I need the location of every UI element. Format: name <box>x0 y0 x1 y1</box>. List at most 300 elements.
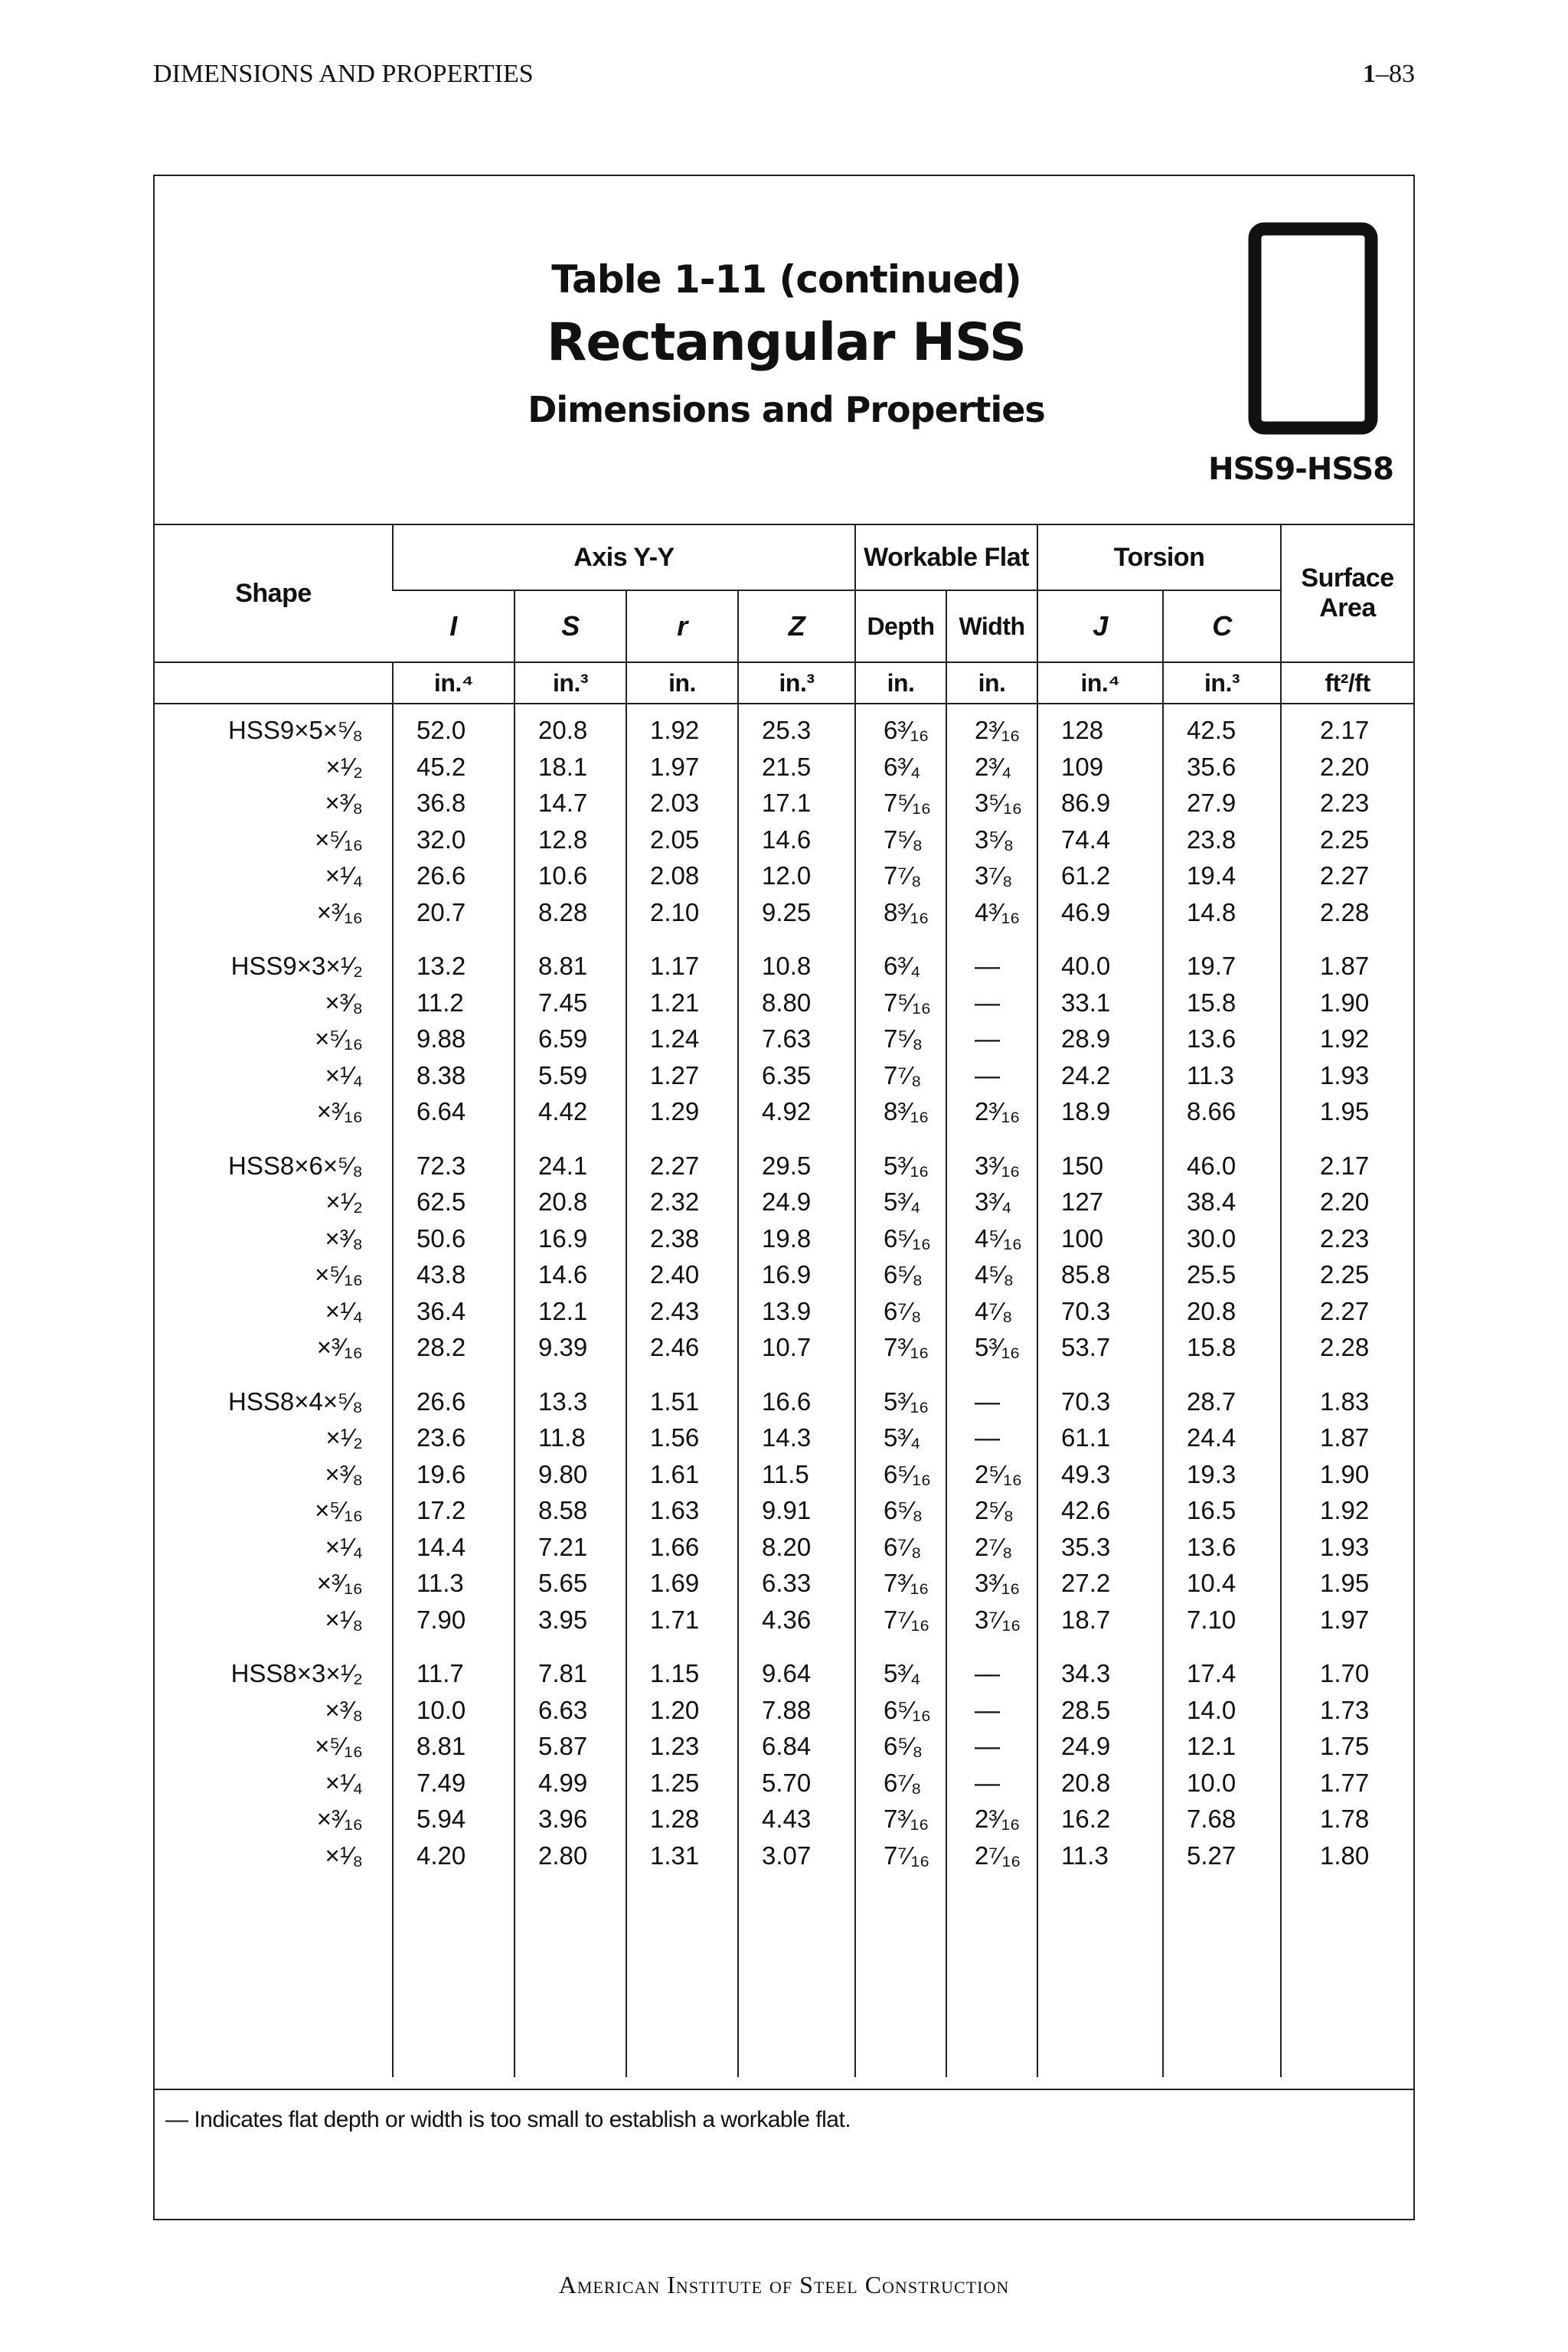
group-spacer <box>155 1130 1413 1148</box>
cell-r: 1.71 <box>626 1602 738 1638</box>
cell-r: 1.31 <box>626 1838 738 1874</box>
cell-S: 10.6 <box>514 858 626 894</box>
cell-I: 72.3 <box>393 1148 514 1184</box>
cell-depth: 6³⁄₄ <box>855 749 946 786</box>
cell-Z: 6.35 <box>738 1057 855 1094</box>
unit-J: in.⁴ <box>1037 662 1163 704</box>
cell-S: 4.99 <box>514 1765 626 1802</box>
table-row <box>155 1692 1413 1729</box>
spacer-cell <box>1163 930 1281 948</box>
cell-surface: 1.93 <box>1281 1529 1413 1566</box>
symbol-Z: Z <box>738 590 855 662</box>
spacer-cell <box>1281 1130 1413 1148</box>
cell-Z: 12.0 <box>738 858 855 894</box>
cell-Z: 10.7 <box>738 1329 855 1366</box>
cell-Z: 14.3 <box>738 1419 855 1456</box>
filler-cell <box>155 1873 393 2077</box>
cell-width: 2⁵⁄₁₆ <box>946 1456 1037 1493</box>
cell-depth: 7⁵⁄₈ <box>855 1021 946 1057</box>
cell-C: 38.4 <box>1163 1184 1281 1220</box>
cell-shape: ×¹⁄₄ <box>325 1768 363 1797</box>
cell-depth: 7³⁄₁₆ <box>855 1801 946 1838</box>
table-row <box>155 704 1413 749</box>
surface-area-header: Surface Area <box>1281 525 1413 662</box>
spacer-cell <box>855 930 946 948</box>
symbol-J: J <box>1037 590 1163 662</box>
cell-C: 42.5 <box>1163 704 1281 749</box>
cell-shape: ×¹⁄₈ <box>325 1605 363 1634</box>
spacer-cell <box>155 930 393 948</box>
cell-I: 9.88 <box>393 1021 514 1057</box>
shape-header: Shape <box>155 525 393 662</box>
cell-depth: 5³⁄₄ <box>855 1184 946 1220</box>
table-row <box>155 894 1413 931</box>
cell-depth: 8³⁄₁₆ <box>855 1093 946 1130</box>
cell-width: 3⁵⁄₁₆ <box>946 785 1037 822</box>
cell-C: 28.7 <box>1163 1383 1281 1420</box>
cell-width: 2⁵⁄₈ <box>946 1492 1037 1529</box>
cell-depth: 6⁵⁄₁₆ <box>855 1692 946 1729</box>
cell-J: 127 <box>1037 1184 1163 1220</box>
cell-surface: 2.17 <box>1281 1148 1413 1184</box>
cell-width: — <box>946 1383 1037 1420</box>
cell-surface: 1.87 <box>1281 1419 1413 1456</box>
cell-Z: 9.64 <box>738 1655 855 1692</box>
cell-C: 16.5 <box>1163 1492 1281 1529</box>
cell-depth: 5³⁄₁₆ <box>855 1148 946 1184</box>
cell-width: — <box>946 948 1037 985</box>
group-spacer <box>155 1366 1413 1383</box>
cell-shape: ×¹⁄₈ <box>325 1841 363 1870</box>
cell-J: 109 <box>1037 749 1163 786</box>
filler-cell <box>1281 1873 1413 2077</box>
cell-width: 2³⁄₁₆ <box>946 1093 1037 1130</box>
cell-C: 35.6 <box>1163 749 1281 786</box>
cell-J: 61.1 <box>1037 1419 1163 1456</box>
cell-Z: 11.5 <box>738 1456 855 1493</box>
spacer-cell <box>514 930 626 948</box>
cell-depth: 7³⁄₁₆ <box>855 1329 946 1366</box>
cell-surface: 2.20 <box>1281 749 1413 786</box>
cell-r: 1.29 <box>626 1093 738 1130</box>
cell-shape: ×³⁄₈ <box>325 988 363 1017</box>
spacer-cell <box>514 1130 626 1148</box>
cell-C: 11.3 <box>1163 1057 1281 1094</box>
cell-surface: 1.95 <box>1281 1093 1413 1130</box>
cell-I: 14.4 <box>393 1529 514 1566</box>
spacer-cell <box>738 930 855 948</box>
spacer-cell <box>946 1366 1037 1383</box>
cell-Z: 4.92 <box>738 1093 855 1130</box>
cell-S: 9.39 <box>514 1329 626 1366</box>
cell-I: 13.2 <box>393 948 514 985</box>
cell-I: 26.6 <box>393 858 514 894</box>
cell-C: 7.10 <box>1163 1602 1281 1638</box>
spacer-cell <box>855 1130 946 1148</box>
cell-S: 12.1 <box>514 1293 626 1330</box>
cell-r: 1.63 <box>626 1492 738 1529</box>
cell-r: 1.21 <box>626 985 738 1021</box>
cell-I: 19.6 <box>393 1456 514 1493</box>
rectangular-hss-icon <box>1248 222 1378 435</box>
table-row <box>155 1148 1413 1184</box>
cell-width: — <box>946 1021 1037 1057</box>
table-row <box>155 985 1413 1021</box>
filler-cell <box>514 1873 626 2077</box>
spacer-cell <box>1163 1130 1281 1148</box>
cell-I: 36.4 <box>393 1293 514 1330</box>
symbol-C: C <box>1163 590 1281 662</box>
cell-I: 23.6 <box>393 1419 514 1456</box>
cell-r: 1.20 <box>626 1692 738 1729</box>
group-spacer <box>155 930 1413 948</box>
cell-surface: 1.77 <box>1281 1765 1413 1802</box>
cell-depth: 6³⁄₁₆ <box>855 704 946 749</box>
cell-width: 3⁷⁄₁₆ <box>946 1602 1037 1638</box>
cell-r: 2.32 <box>626 1184 738 1220</box>
cell-C: 13.6 <box>1163 1529 1281 1566</box>
cell-S: 7.81 <box>514 1655 626 1692</box>
cell-J: 100 <box>1037 1220 1163 1257</box>
cell-r: 1.27 <box>626 1057 738 1094</box>
spacer-cell <box>738 1366 855 1383</box>
cell-surface: 2.27 <box>1281 858 1413 894</box>
cell-depth: 7⁵⁄₁₆ <box>855 785 946 822</box>
filler-cell <box>855 1873 946 2077</box>
cell-S: 13.3 <box>514 1383 626 1420</box>
cell-I: 17.2 <box>393 1492 514 1529</box>
cell-S: 8.81 <box>514 948 626 985</box>
table-row <box>155 1220 1413 1257</box>
cell-J: 34.3 <box>1037 1655 1163 1692</box>
symbol-width: Width <box>946 590 1037 662</box>
cell-C: 19.3 <box>1163 1456 1281 1493</box>
table-row <box>155 1329 1413 1366</box>
cell-r: 1.15 <box>626 1655 738 1692</box>
cell-Z: 6.33 <box>738 1565 855 1602</box>
cell-depth: 6³⁄₄ <box>855 948 946 985</box>
cell-S: 7.45 <box>514 985 626 1021</box>
table-row <box>155 1492 1413 1529</box>
spacer-cell <box>1281 1366 1413 1383</box>
cell-width: 3³⁄₁₆ <box>946 1148 1037 1184</box>
cell-r: 2.03 <box>626 785 738 822</box>
cell-surface: 1.90 <box>1281 985 1413 1021</box>
page-chapter: 1 <box>1363 60 1376 88</box>
cell-r: 1.23 <box>626 1728 738 1765</box>
running-head <box>153 60 1415 98</box>
symbol-depth: Depth <box>855 590 946 662</box>
cell-S: 3.95 <box>514 1602 626 1638</box>
cell-depth: 7³⁄₁₆ <box>855 1565 946 1602</box>
cell-shape: ×³⁄₈ <box>325 1223 363 1253</box>
cell-width: 2⁷⁄₈ <box>946 1529 1037 1566</box>
cell-shape: ×¹⁄₄ <box>325 861 363 890</box>
cell-Z: 9.91 <box>738 1492 855 1529</box>
workable-flat-header: Workable Flat <box>855 525 1037 590</box>
spacer-cell <box>1281 1638 1413 1655</box>
cell-I: 20.7 <box>393 894 514 931</box>
cell-I: 45.2 <box>393 749 514 786</box>
spacer-cell <box>1037 1130 1163 1148</box>
spacer-cell <box>514 1638 626 1655</box>
cell-r: 1.56 <box>626 1419 738 1456</box>
cell-C: 13.6 <box>1163 1021 1281 1057</box>
cell-S: 4.42 <box>514 1093 626 1130</box>
cell-surface: 1.95 <box>1281 1565 1413 1602</box>
cell-surface: 1.70 <box>1281 1655 1413 1692</box>
spacer-cell <box>155 1366 393 1383</box>
table-body <box>155 704 1413 2077</box>
filler-cell <box>1163 1873 1281 2077</box>
cell-J: 128 <box>1037 704 1163 749</box>
cell-J: 70.3 <box>1037 1383 1163 1420</box>
cell-Z: 13.9 <box>738 1293 855 1330</box>
cell-J: 24.2 <box>1037 1057 1163 1094</box>
cell-S: 14.7 <box>514 785 626 822</box>
cell-surface: 2.25 <box>1281 822 1413 858</box>
cell-I: 26.6 <box>393 1383 514 1420</box>
group-spacer <box>155 1638 1413 1655</box>
cell-I: 32.0 <box>393 822 514 858</box>
cell-depth: 7⁵⁄₈ <box>855 822 946 858</box>
cell-depth: 6⁷⁄₈ <box>855 1293 946 1330</box>
cell-S: 9.80 <box>514 1456 626 1493</box>
cell-C: 23.8 <box>1163 822 1281 858</box>
cell-r: 2.10 <box>626 894 738 931</box>
cell-shape: ×¹⁄₄ <box>325 1296 363 1325</box>
cell-width: 2³⁄₄ <box>946 749 1037 786</box>
cell-Z: 8.80 <box>738 985 855 1021</box>
cell-depth: 6⁵⁄₈ <box>855 1728 946 1765</box>
running-head-title: DIMENSIONS AND PROPERTIES <box>153 60 534 88</box>
cell-J: 27.2 <box>1037 1565 1163 1602</box>
cell-J: 86.9 <box>1037 785 1163 822</box>
cell-I: 5.94 <box>393 1801 514 1838</box>
table-row <box>155 858 1413 894</box>
cell-surface: 1.92 <box>1281 1492 1413 1529</box>
cell-C: 27.9 <box>1163 785 1281 822</box>
table-row <box>155 1838 1413 1874</box>
cell-Z: 3.07 <box>738 1838 855 1874</box>
unit-surface: ft²/ft <box>1281 662 1413 704</box>
table-number: Table 1-11 (continued) <box>551 257 1021 302</box>
cell-width: 4⁵⁄₁₆ <box>946 1220 1037 1257</box>
cell-J: 40.0 <box>1037 948 1163 985</box>
spacer-cell <box>946 930 1037 948</box>
cell-S: 3.96 <box>514 1801 626 1838</box>
cell-surface: 2.23 <box>1281 1220 1413 1257</box>
cell-depth: 8³⁄₁₆ <box>855 894 946 931</box>
spacer-cell <box>155 1130 393 1148</box>
cell-C: 10.0 <box>1163 1765 1281 1802</box>
cell-shape: ×¹⁄₂ <box>325 752 363 781</box>
table-row <box>155 1801 1413 1838</box>
spacer-cell <box>855 1638 946 1655</box>
table-row <box>155 1602 1413 1638</box>
cell-C: 24.4 <box>1163 1419 1281 1456</box>
cell-J: 42.6 <box>1037 1492 1163 1529</box>
properties-table <box>155 525 1413 2077</box>
table-row <box>155 1765 1413 1802</box>
cell-surface: 1.92 <box>1281 1021 1413 1057</box>
cell-C: 25.5 <box>1163 1256 1281 1293</box>
cell-I: 6.64 <box>393 1093 514 1130</box>
cell-depth: 7⁷⁄₁₆ <box>855 1838 946 1874</box>
page-number-rest: –83 <box>1376 60 1415 88</box>
cell-C: 5.27 <box>1163 1838 1281 1874</box>
cell-C: 20.8 <box>1163 1293 1281 1330</box>
spacer-cell <box>393 930 514 948</box>
cell-r: 1.66 <box>626 1529 738 1566</box>
table-row <box>155 822 1413 858</box>
cell-width: 4⁵⁄₈ <box>946 1256 1037 1293</box>
cell-I: 11.7 <box>393 1655 514 1692</box>
cell-width: 2⁷⁄₁₆ <box>946 1838 1037 1874</box>
table-row <box>155 1057 1413 1094</box>
cell-shape: ×³⁄₁₆ <box>316 1805 363 1834</box>
cell-I: 36.8 <box>393 785 514 822</box>
cell-r: 1.61 <box>626 1456 738 1493</box>
cell-depth: 6⁵⁄₈ <box>855 1492 946 1529</box>
cell-C: 15.8 <box>1163 1329 1281 1366</box>
cell-I: 11.3 <box>393 1565 514 1602</box>
cell-width: 3³⁄₄ <box>946 1184 1037 1220</box>
cell-shape: HSS8×6×⁵⁄₈ <box>228 1151 363 1180</box>
cell-r: 2.43 <box>626 1293 738 1330</box>
cell-S: 16.9 <box>514 1220 626 1257</box>
spacer-cell <box>393 1130 514 1148</box>
cell-depth: 7⁷⁄₁₆ <box>855 1602 946 1638</box>
cell-S: 6.59 <box>514 1021 626 1057</box>
cell-width: — <box>946 1765 1037 1802</box>
cell-shape: HSS8×4×⁵⁄₈ <box>228 1387 363 1416</box>
cell-Z: 6.84 <box>738 1728 855 1765</box>
spacer-cell <box>1163 1638 1281 1655</box>
cell-width: 2³⁄₁₆ <box>946 704 1037 749</box>
unit-Z: in.³ <box>738 662 855 704</box>
cell-S: 5.87 <box>514 1728 626 1765</box>
cell-Z: 14.6 <box>738 822 855 858</box>
cell-shape: HSS8×3×¹⁄₂ <box>230 1659 363 1688</box>
table-row <box>155 1256 1413 1293</box>
cell-S: 14.6 <box>514 1256 626 1293</box>
cell-Z: 8.20 <box>738 1529 855 1566</box>
table-row <box>155 1293 1413 1330</box>
cell-surface: 1.93 <box>1281 1057 1413 1094</box>
table-row <box>155 1021 1413 1057</box>
cell-r: 2.08 <box>626 858 738 894</box>
cell-shape: ×³⁄₈ <box>325 1459 363 1488</box>
cell-depth: 6⁵⁄₁₆ <box>855 1220 946 1257</box>
cell-J: 70.3 <box>1037 1293 1163 1330</box>
units-blank <box>155 662 393 704</box>
cell-depth: 5³⁄₁₆ <box>855 1383 946 1420</box>
cell-C: 15.8 <box>1163 985 1281 1021</box>
spacer-cell <box>155 1638 393 1655</box>
unit-C: in.³ <box>1163 662 1281 704</box>
cell-Z: 7.88 <box>738 1692 855 1729</box>
spacer-cell <box>393 1638 514 1655</box>
unit-depth: in. <box>855 662 946 704</box>
filler-cell <box>946 1873 1037 2077</box>
spacer-cell <box>946 1638 1037 1655</box>
spacer-cell <box>626 1130 738 1148</box>
cell-J: 49.3 <box>1037 1456 1163 1493</box>
cell-J: 11.3 <box>1037 1838 1163 1874</box>
spacer-cell <box>855 1366 946 1383</box>
cell-shape: ×³⁄₁₆ <box>316 1097 363 1126</box>
symbol-r: r <box>626 590 738 662</box>
table-row <box>155 1383 1413 1420</box>
cell-depth: 7⁷⁄₈ <box>855 858 946 894</box>
cell-width: — <box>946 1692 1037 1729</box>
cell-S: 5.59 <box>514 1057 626 1094</box>
table-row <box>155 1456 1413 1493</box>
cell-depth: 6⁵⁄₈ <box>855 1256 946 1293</box>
cell-depth: 6⁵⁄₁₆ <box>855 1456 946 1493</box>
spacer-cell <box>1281 930 1413 948</box>
cell-depth: 6⁷⁄₈ <box>855 1529 946 1566</box>
cell-r: 2.05 <box>626 822 738 858</box>
table-frame <box>153 175 1415 2220</box>
spacer-cell <box>393 1366 514 1383</box>
cell-I: 62.5 <box>393 1184 514 1220</box>
cell-r: 1.17 <box>626 948 738 985</box>
cell-r: 1.97 <box>626 749 738 786</box>
cell-I: 8.81 <box>393 1728 514 1765</box>
cell-C: 17.4 <box>1163 1655 1281 1692</box>
cell-S: 5.65 <box>514 1565 626 1602</box>
cell-I: 50.6 <box>393 1220 514 1257</box>
cell-I: 28.2 <box>393 1329 514 1366</box>
cell-width: — <box>946 1728 1037 1765</box>
cell-S: 11.8 <box>514 1419 626 1456</box>
cell-Z: 25.3 <box>738 704 855 749</box>
cell-shape: ×¹⁄₂ <box>325 1187 363 1217</box>
cell-J: 46.9 <box>1037 894 1163 931</box>
cell-Z: 4.36 <box>738 1602 855 1638</box>
cell-shape: ×³⁄₁₆ <box>316 1333 363 1362</box>
cell-shape: ×³⁄₈ <box>325 789 363 818</box>
cell-r: 1.24 <box>626 1021 738 1057</box>
cell-C: 7.68 <box>1163 1801 1281 1838</box>
cell-r: 1.28 <box>626 1801 738 1838</box>
cell-width: 2³⁄₁₆ <box>946 1801 1037 1838</box>
filler-cell <box>1037 1873 1163 2077</box>
cell-S: 12.8 <box>514 822 626 858</box>
spacer-cell <box>626 1366 738 1383</box>
cell-I: 4.20 <box>393 1838 514 1874</box>
cell-depth: 6⁷⁄₈ <box>855 1765 946 1802</box>
cell-S: 8.28 <box>514 894 626 931</box>
spacer-cell <box>738 1638 855 1655</box>
cell-shape: ×⁵⁄₁₆ <box>315 825 363 854</box>
page-number <box>1363 60 1415 89</box>
cell-S: 8.58 <box>514 1492 626 1529</box>
cell-Z: 9.25 <box>738 894 855 931</box>
cell-surface: 1.75 <box>1281 1728 1413 1765</box>
cell-S: 7.21 <box>514 1529 626 1566</box>
cell-J: 18.7 <box>1037 1602 1163 1638</box>
spacer-cell <box>1037 930 1163 948</box>
cell-Z: 16.9 <box>738 1256 855 1293</box>
cell-surface: 2.28 <box>1281 1329 1413 1366</box>
cell-surface: 1.73 <box>1281 1692 1413 1729</box>
spacer-cell <box>514 1366 626 1383</box>
cell-shape: HSS9×5×⁵⁄₈ <box>228 716 363 745</box>
cell-shape: ×⁵⁄₁₆ <box>315 1024 363 1054</box>
